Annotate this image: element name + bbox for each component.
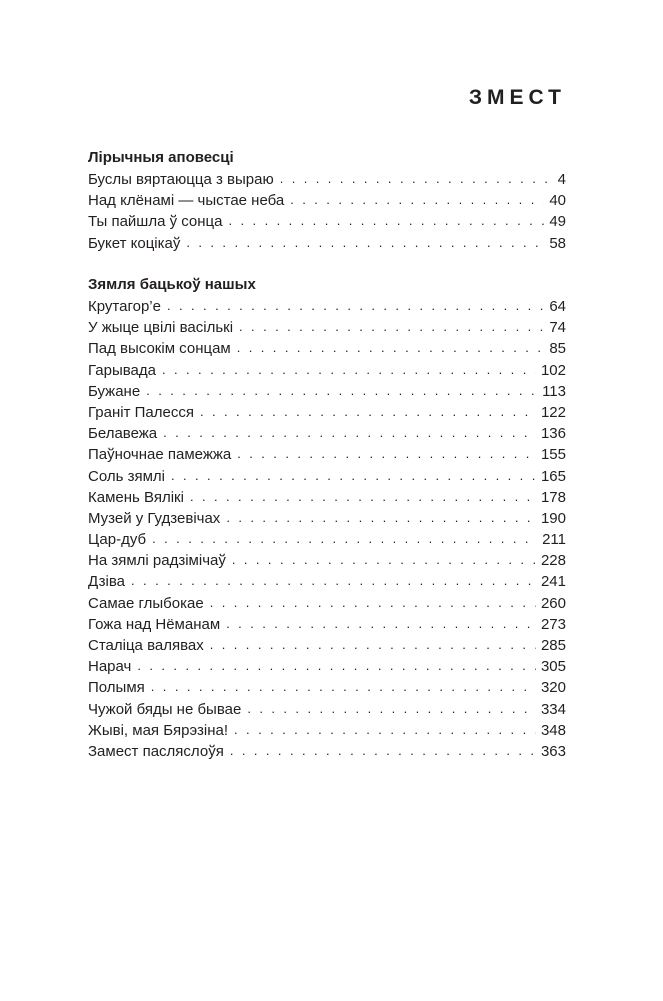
- toc-entry-page-number: 334: [540, 700, 566, 718]
- toc-entry[interactable]: [88, 296, 566, 317]
- toc-entry[interactable]: [88, 529, 566, 550]
- toc-entry-page-number: 228: [540, 552, 566, 570]
- toc-entry[interactable]: [88, 402, 566, 423]
- toc-list: [88, 296, 566, 762]
- toc-entry-page-number: 165: [540, 467, 566, 485]
- toc-entry-page-number: 211: [542, 531, 566, 549]
- toc-entry-title: Замест пасляслоўя: [88, 742, 224, 760]
- dot-leader: [152, 528, 537, 549]
- dot-leader: [200, 401, 536, 422]
- dot-leader: [230, 740, 536, 761]
- dot-leader: [232, 549, 536, 570]
- toc-entry-title: Граніт Палесся: [88, 403, 194, 421]
- toc-entry-title: Над клёнамі — чыстае неба: [88, 192, 285, 210]
- toc-entry-title: Камень Вялікі: [88, 488, 184, 506]
- toc-entry-page-number: 49: [549, 213, 566, 231]
- dot-leader: [226, 507, 536, 528]
- dot-leader: [162, 359, 536, 380]
- toc-entry-page-number: 348: [540, 721, 566, 739]
- toc-entry-page-number: 320: [540, 679, 566, 697]
- dot-leader: [239, 316, 544, 337]
- toc-entry[interactable]: [88, 656, 566, 677]
- dot-leader: [131, 570, 536, 591]
- toc-entry-page-number: 285: [540, 637, 566, 654]
- dot-leader: [171, 465, 536, 486]
- toc-entry-title: Самае глыбокае: [88, 594, 204, 612]
- toc-entry-page-number: 155: [540, 446, 566, 464]
- toc-entry-page-number: 273: [540, 615, 566, 633]
- toc-entry-page-number: 136: [540, 425, 566, 443]
- toc-entry-page-number: 305: [540, 658, 566, 676]
- toc-entry-page-number: 74: [549, 319, 566, 337]
- toc-entry-page-number: 58: [549, 234, 566, 252]
- toc-entry-title: Буслы вяртаюцца з выраю: [88, 171, 274, 188]
- toc-entry[interactable]: [88, 338, 566, 359]
- toc-entry[interactable]: [88, 699, 566, 720]
- dot-leader: [137, 655, 536, 676]
- toc-section-land-of-fathers: [88, 274, 566, 762]
- toc-entry-title: Гарывада: [88, 361, 156, 379]
- dot-leader: [190, 486, 536, 507]
- toc-section-lyrical-novellas: [88, 147, 566, 254]
- toc-entry[interactable]: [88, 635, 566, 656]
- dot-leader: [280, 168, 553, 189]
- toc-entry-title: Крутагор’е: [88, 298, 161, 315]
- toc-entry[interactable]: [88, 487, 566, 508]
- toc-entry-title: Ты пайшла ў сонца: [88, 213, 223, 231]
- toc-entry[interactable]: [88, 317, 566, 338]
- toc-entry[interactable]: [88, 741, 566, 762]
- toc-entry-title: Гожа над Нёманам: [88, 615, 221, 633]
- toc-entry-title: Цар-дуб: [88, 531, 147, 549]
- section-heading: Лірычныя аповесці: [88, 149, 234, 166]
- dot-leader: [151, 676, 536, 697]
- toc-entry-title: Букет коцікаў: [88, 234, 181, 252]
- dot-leader: [163, 422, 536, 443]
- dot-leader: [247, 698, 536, 719]
- toc-entry-page-number: 64: [549, 298, 566, 315]
- toc-entry[interactable]: [88, 614, 566, 635]
- toc-entry-page-number: 260: [540, 594, 566, 612]
- toc-entry-page-number: 363: [540, 742, 566, 760]
- toc-entry-title: Бужане: [88, 382, 141, 400]
- toc-entry[interactable]: [88, 423, 566, 444]
- toc-entry-title: Чужой бяды не бывае: [88, 700, 242, 718]
- dot-leader: [146, 380, 537, 401]
- toc-entry[interactable]: [88, 571, 566, 592]
- toc-entry-page-number: 85: [549, 340, 566, 358]
- toc-entry-title: На зямлі радзімічаў: [88, 552, 226, 570]
- toc-entry-title: Белавежа: [88, 425, 158, 443]
- dot-leader: [237, 443, 536, 464]
- toc-entry-page-number: 122: [540, 403, 566, 421]
- toc-entry-page-number: 40: [549, 192, 566, 210]
- toc-entry[interactable]: [88, 169, 566, 190]
- dot-leader: [237, 337, 545, 358]
- dot-leader: [234, 719, 536, 740]
- toc-list: [88, 169, 566, 254]
- toc-entry[interactable]: [88, 190, 566, 211]
- dot-leader: [167, 295, 544, 316]
- toc-entry[interactable]: [88, 677, 566, 698]
- toc-entry[interactable]: [88, 720, 566, 741]
- dot-leader: [210, 634, 536, 655]
- toc-entry-page-number: 241: [540, 573, 566, 591]
- toc-entry[interactable]: [88, 593, 566, 614]
- toc-entry[interactable]: [88, 360, 566, 381]
- toc-entry-title: Музей у Гудзевічах: [88, 509, 221, 527]
- page-title: ЗМЕСТ: [468, 86, 566, 109]
- toc-entry-title: Соль зямлі: [88, 467, 165, 485]
- dot-leader: [229, 210, 545, 231]
- dot-leader: [226, 613, 536, 634]
- dot-leader: [210, 592, 536, 613]
- toc-entry-title: Дзіва: [88, 573, 126, 591]
- toc-entry-page-number: 4: [557, 171, 566, 188]
- toc-entry-title: У жыце цвілі васількі: [88, 319, 234, 337]
- toc-entry-title: Пад высокім сонцам: [88, 340, 231, 358]
- toc-entry[interactable]: [88, 508, 566, 529]
- toc-entry-page-number: 102: [540, 361, 566, 379]
- toc-entry-page-number: 190: [540, 509, 566, 527]
- toc-entry[interactable]: [88, 381, 566, 402]
- dot-leader: [186, 232, 544, 253]
- section-heading: Зямля бацькоў нашых: [88, 276, 256, 293]
- toc-entry[interactable]: [88, 211, 566, 232]
- toc-entry-title: Нарач: [88, 658, 132, 676]
- toc-entry-title: Сталіца валявах: [88, 637, 204, 654]
- toc-entry[interactable]: [88, 550, 566, 571]
- toc-entry-page-number: 113: [542, 382, 566, 400]
- toc-entry-page-number: 178: [540, 488, 566, 506]
- toc-entry[interactable]: [88, 466, 566, 487]
- toc-entry[interactable]: [88, 233, 566, 254]
- toc-entry-title: Паўночнае памежжа: [88, 446, 232, 464]
- toc-entry-title: Жыві, мая Бярэзіна!: [88, 721, 229, 739]
- toc-entry[interactable]: [88, 444, 566, 465]
- toc-entry-title: Полымя: [88, 679, 145, 697]
- dot-leader: [290, 189, 544, 210]
